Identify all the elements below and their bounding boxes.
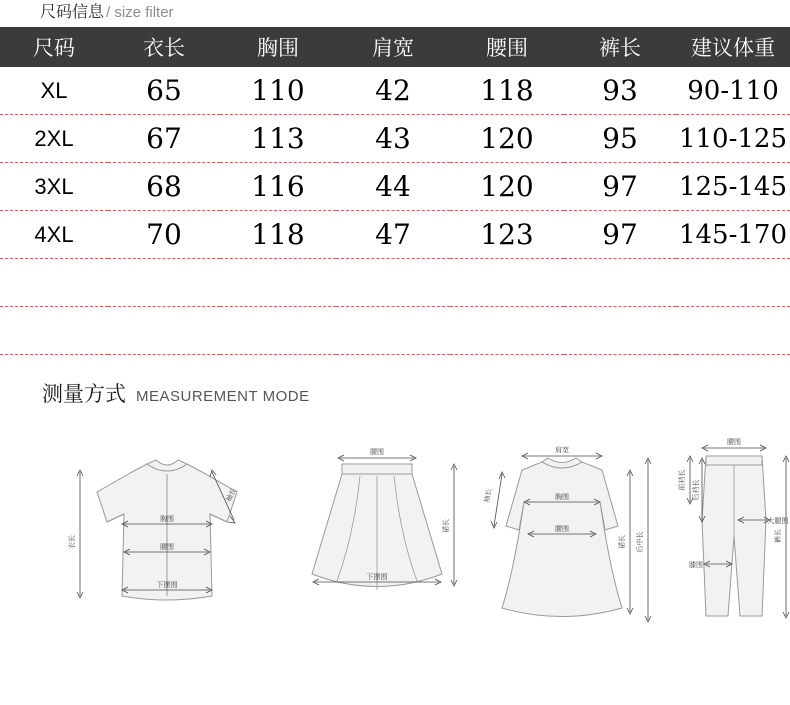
table-header-row xyxy=(0,27,790,67)
cell-waist: 120 xyxy=(450,115,564,163)
cell-shoulder: 44 xyxy=(336,163,450,211)
dress-label-chest: 胸围 xyxy=(555,493,569,501)
cell-length: 70 xyxy=(108,211,220,259)
shirt-label-length: 衣长 xyxy=(68,535,76,549)
size-chart-table xyxy=(0,27,790,355)
cell-waist: 120 xyxy=(450,163,564,211)
size-info-title-en: / size filter xyxy=(106,4,174,21)
cell-bust: 116 xyxy=(220,163,336,211)
table-row xyxy=(0,163,790,211)
cell-length: 68 xyxy=(108,163,220,211)
cell-bust: 110 xyxy=(220,67,336,115)
cell-size: 2XL xyxy=(0,115,108,163)
cell-shoulder: 43 xyxy=(336,115,450,163)
cell-pants-length: 93 xyxy=(564,67,676,115)
column-header-size: 尺码 xyxy=(0,27,108,67)
cell-waist: 123 xyxy=(450,211,564,259)
table-row xyxy=(0,211,790,259)
cell-pants-length: 95 xyxy=(564,115,676,163)
cell-size: 4XL xyxy=(0,211,108,259)
measurement-diagrams xyxy=(42,424,790,654)
cell-size: XL xyxy=(0,67,108,115)
table-row xyxy=(0,115,790,163)
cell-weight: 125-145 xyxy=(676,163,790,211)
dress-label-length: 裙长 xyxy=(618,535,626,549)
shirt-label-sleeve: 袖长 xyxy=(224,487,239,504)
measurement-title-en: MEASUREMENT MODE xyxy=(136,388,310,405)
cell-weight: 90-110 xyxy=(676,67,790,115)
cell-weight: 145-170 xyxy=(676,211,790,259)
cell-bust: 113 xyxy=(220,115,336,163)
pants-label-knee: 膝围 xyxy=(689,561,703,569)
column-header-weight: 建议体重 xyxy=(676,27,790,67)
column-header-waist: 腰围 xyxy=(450,27,564,67)
cell-shoulder: 47 xyxy=(336,211,450,259)
dress-label-sleeve: 袖长 xyxy=(482,488,494,504)
measurement-section xyxy=(0,381,790,654)
section-title-size-info xyxy=(0,0,790,27)
cell-size: 3XL xyxy=(0,163,108,211)
pants-label-front-rise: 前裆长 xyxy=(678,469,686,491)
skirt-label-hem: 下摆围 xyxy=(366,573,388,581)
dress-label-back-length: 后中长 xyxy=(636,531,644,553)
pants-label-thigh: 大腿围 xyxy=(767,517,789,525)
table-row-empty xyxy=(0,259,790,307)
pants-label-length: 裤长 xyxy=(774,529,782,543)
skirt-label-waist: 腰围 xyxy=(370,448,384,456)
column-header-length: 衣长 xyxy=(108,27,220,67)
cell-pants-length: 97 xyxy=(564,211,676,259)
measurement-title-cn: 测量方式 xyxy=(42,382,126,406)
cell-length: 65 xyxy=(108,67,220,115)
column-header-pants-length: 裤长 xyxy=(564,27,676,67)
dress-label-waist: 腰围 xyxy=(555,525,569,533)
shirt-label-chest: 胸围 xyxy=(160,515,174,523)
measurement-title xyxy=(42,381,790,410)
table-row-empty xyxy=(0,307,790,355)
skirt-diagram xyxy=(282,434,472,634)
pants-label-waist: 腰围 xyxy=(727,438,741,446)
dress-diagram xyxy=(472,430,662,640)
skirt-label-length: 裙长 xyxy=(442,519,450,533)
cell-weight: 110-125 xyxy=(676,115,790,163)
shirt-diagram xyxy=(62,444,272,634)
pants-diagram xyxy=(654,424,790,639)
cell-shoulder: 42 xyxy=(336,67,450,115)
cell-waist: 118 xyxy=(450,67,564,115)
shirt-label-waist: 腰围 xyxy=(160,543,174,551)
size-info-title-cn: 尺码信息 xyxy=(40,2,105,21)
pants-label-back-rise: 后裆长 xyxy=(692,479,700,501)
cell-pants-length: 97 xyxy=(564,163,676,211)
cell-length: 67 xyxy=(108,115,220,163)
table-row xyxy=(0,67,790,115)
shirt-label-hem: 下摆围 xyxy=(156,581,178,589)
cell-bust: 118 xyxy=(220,211,336,259)
column-header-bust: 胸围 xyxy=(220,27,336,67)
dress-label-shoulder: 肩宽 xyxy=(555,446,569,454)
column-header-shoulder: 肩宽 xyxy=(336,27,450,67)
